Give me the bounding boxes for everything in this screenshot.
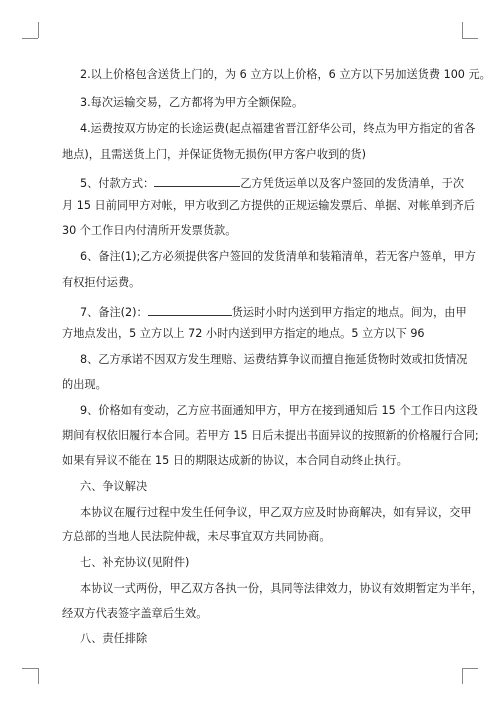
text-segment: 7、备注(2)： xyxy=(80,306,148,319)
text-segment: 货运时小时内送到甲方指定的地点。间为，由甲 xyxy=(231,306,467,319)
crop-mark-top-left-h xyxy=(22,38,38,39)
crop-mark-top-right-v xyxy=(462,22,463,38)
remark-blank xyxy=(148,303,232,316)
text-line: 月 15 日前同甲方对帐，甲方收到乙方提供的正规运输发票后、单据、对帐单到齐后 xyxy=(62,199,475,212)
text-line: 30 个工作日内付清所开发票货款。 xyxy=(62,224,237,237)
text-line: 6、备注(1);乙方必须提供客户签回的发货清单和装箱清单，若无客户签单，甲方 xyxy=(80,250,476,263)
payment-blank xyxy=(154,174,240,187)
crop-mark-bottom-right-v xyxy=(462,668,463,684)
text-line: 8、乙方承诺不因双方发生理赔、运费结算争议而擅自拖延货物时效或扣货情况 xyxy=(80,353,468,366)
crop-mark-bottom-left-v xyxy=(38,668,39,684)
crop-mark-top-right-h xyxy=(462,38,478,39)
text-line: 3.每次运输交易，乙方都将为甲方全额保险。 xyxy=(80,96,304,109)
text-line: 有权拒付运费。 xyxy=(62,276,141,289)
text-line: 方地点发出，5 立方以上 72 小时内送到甲方指定的地点。5 立方以下 96 xyxy=(62,327,425,340)
text-line: 2.以上价格包含送货上门的，为 6 立方以上价格，6 立方以下另加送货费 100 元。 xyxy=(80,68,491,81)
crop-mark-bottom-left-h xyxy=(22,668,38,669)
text-line: 如果有异议不能在 15 日的期限达成新的协议，本合同自动终止执行。 xyxy=(62,454,408,467)
section-heading: 七、补充协议(见附件) xyxy=(80,556,190,569)
remark-2-line xyxy=(80,303,467,320)
text-line: 9、价格如有变动，乙方应书面通知甲方，甲方在接到通知后 15 个工作日内这段 xyxy=(80,404,478,417)
text-line: 地点)，且需送货上门，并保证货物无损伤(甲方客户收到的货) xyxy=(62,148,366,161)
crop-mark-bottom-right-h xyxy=(462,668,478,669)
text-line: 本协议在履行过程中发生任何争议，甲乙双方应及时协商解决，如有异议，交甲 xyxy=(80,506,472,519)
text-line: 经双方代表签字盖章后生效。 xyxy=(62,607,208,620)
section-heading: 八、责任排除 xyxy=(80,632,148,645)
text-line: 的出现。 xyxy=(62,378,107,391)
text-line: 方总部的当地人民法院仲裁，未尽事宜双方共同协商。 xyxy=(62,530,331,543)
text-line: 4.运费按双方协定的长途运费(起点福建省晋江舒华公司，终点为甲方指定的省各 xyxy=(80,122,476,135)
text-segment: 乙方凭货运单以及客户签回的发货清单，于次 xyxy=(240,177,465,190)
crop-mark-top-left-v xyxy=(38,22,39,38)
text-line: 本协议一式两份，甲乙双方各执一份，具同等法律效力，协议有效期暂定为半年， xyxy=(80,582,483,595)
payment-method-line xyxy=(80,174,465,191)
text-line: 期间有权依旧履行本合同。若甲方 15 日后未提出书面异议的按照新的价格履行合同; xyxy=(62,429,479,442)
section-heading: 六、争议解决 xyxy=(80,480,148,493)
text-segment: 5、付款方式： xyxy=(80,177,155,190)
